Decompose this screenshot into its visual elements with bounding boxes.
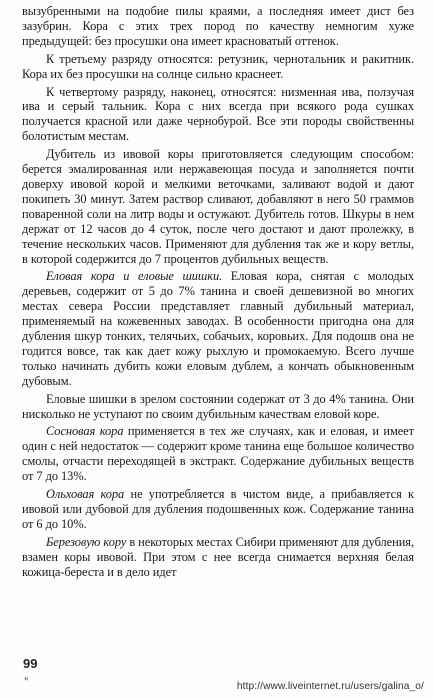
paragraph-text: Еловая кора, снятая с молодых деревьев, содержит от 5 до 7% танина и своей дешевизной во многих местах севера России представляет главный дубильный материал, применяемый на кожевенных заводах. В особенности пригодна она для дубления шкур тонких, телячьих, собачьих, коровьих. Для подошв она не годится вовсе, так как дает кожу рыхлую и промокаемую. Всего лучше только начинать дубить кожи еловым дублем, а кончать обыкновенным дубовым.: [22, 269, 414, 388]
italic-term: Еловая кора и еловые шишки.: [46, 269, 223, 284]
paragraph: [22, 269, 414, 388]
page-number: 99: [23, 656, 38, 671]
italic-term: Березовую кору: [46, 534, 127, 549]
paragraph: [22, 392, 414, 422]
paragraph: [22, 487, 414, 532]
paragraph-text: не употребляется в чистом виде, а прибавляется к ивовой или дубовой для дубления подошвенных кож. Содержание танина от 6 до 10%.: [22, 487, 414, 531]
paragraph: [22, 85, 414, 145]
italic-term: Сосновая кора: [46, 424, 124, 439]
paragraph-text: К третьему разряду относятся: ретузник, чернотальник и ракитник. Кора их без просушки на солнце сильно краснеет.: [22, 51, 414, 81]
paragraph-text: Еловые шишки в зрелом состоянии содержат от 3 до 4% танина. Они нисколько не уступают по своим дубильным качествам еловой коре.: [22, 391, 414, 421]
paragraph: [22, 4, 414, 49]
paragraph: [22, 535, 414, 580]
paragraph-text: Дубитель из ивовой коры приготовляется следующим способом: берется эмалированная или нержавеющая посуда и заполняется почти доверху ивовой корой и мелкими веточками, заливают водой и дают покипеть 30 минут. Затем раствор сливают, добавляют в него 50 граммов поваренной соли на литр воды и остужают. Дубитель готов. Шкуры в нем держат от 12 часов до 4 суток, после чего достают и дают пролежку, в течение нескольких часов. Применяют для дубления так же и кору ветлы, в которой содержится до 7 процентов дубильных веществ.: [22, 147, 414, 266]
paragraph: [22, 147, 414, 266]
paragraph-text: применяется в тех же случаях, как и еловая, и имеет один с ней недостаток — содержит кроме танина еще большое количество смолы, отчасти переходящей в экстракт. Содержание дубильных веществ от 7 до 13%.: [22, 424, 414, 484]
paragraph: [22, 424, 414, 484]
paragraph-text: К четвертому разряду, наконец, относятся: низменная ива, ползучая ива и серый тальник. Кора с них всегда при всякого рода сушках получается красной или даже чернобурой. Все эти породы свойственны болотистым местам.: [22, 84, 414, 144]
watermark-url: http://www.liveinternet.ru/users/galina_o/: [236, 681, 424, 692]
paragraph: [22, 52, 414, 82]
body-text: [22, 4, 414, 580]
paragraph-text: вызубренными на подобие пилы краями, а последняя имеет дист без зазубрин. Кора с этих трех пород по качеству немногим хуже предыдущей: без просушки она имеет красноватый оттенок.: [22, 4, 414, 48]
paragraph-text: в некоторых местах Сибири применяют для дубления, взамен коры ивовой. При этом с нее всегда снимается верхняя белая кожица-береста и в дело идет: [22, 534, 414, 579]
italic-term: Ольховая кора: [46, 487, 125, 502]
scan-mark: «: [24, 673, 29, 683]
